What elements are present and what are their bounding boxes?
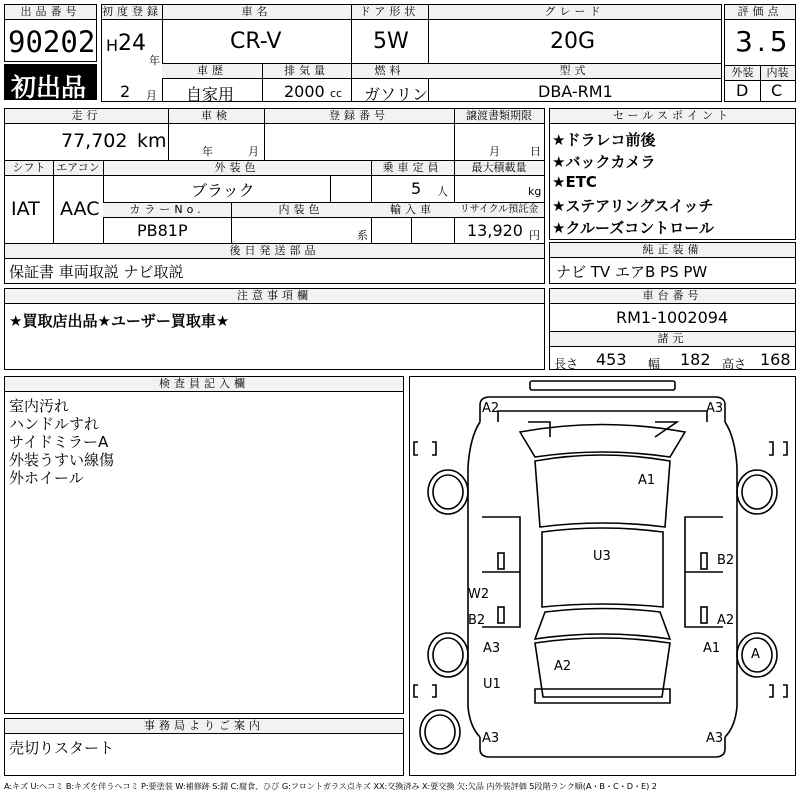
sales-point-item: ★ETC [552, 173, 597, 191]
exterior-grade: D [736, 81, 749, 100]
max-load-unit: kg [528, 185, 542, 198]
transfer-day-unit: 日 [530, 145, 541, 158]
interior-grade: C [771, 81, 783, 100]
damage-mark: U3 [593, 549, 611, 564]
first-listing-text: 初出品 [11, 73, 87, 102]
exterior-label: 外装 [725, 66, 760, 81]
ext-color-label: 外装色 [103, 161, 371, 176]
damage-mark: A3 [706, 731, 724, 746]
inspector-line: ハンドルすれ [9, 415, 100, 433]
model-code-label: 型式 [428, 64, 721, 79]
damage-diagram [409, 376, 796, 776]
damage-mark: U1 [483, 677, 501, 692]
inspector-line: 外ホイール [9, 469, 84, 487]
capacity-label: 乗車定員 [371, 161, 454, 176]
history-label: 車歴 [162, 64, 262, 79]
chassis-label: 車台番号 [550, 289, 795, 304]
car-name-label: 車名 [162, 5, 351, 20]
first-reg-label: 初度登録 [102, 5, 162, 18]
recycle-unit: 円 [529, 229, 540, 242]
year-unit: 年 [149, 54, 160, 67]
office-value: 売切りスタート [9, 739, 115, 757]
damage-mark: A2 [482, 401, 500, 416]
notes-label: 注意事項欄 [5, 289, 544, 304]
sales-point-item: ★バックカメラ [552, 153, 656, 171]
equipment-label: 純正装備 [550, 243, 795, 258]
first-reg-month: 2 [120, 82, 131, 101]
sales-point-item: ★ステアリングスイッチ [552, 197, 714, 215]
score-label: 評価点 [725, 5, 795, 20]
aircon: AAC [60, 198, 100, 220]
office-box [4, 718, 404, 776]
displacement-unit: cc [330, 87, 343, 100]
fuel-label: 燃料 [351, 64, 428, 79]
damage-mark: A2 [717, 613, 735, 628]
shift-label: シフト [5, 161, 53, 176]
first-listing-badge [4, 64, 97, 100]
transfer-label: 譲渡書類期限 [454, 109, 544, 124]
equipment-box [549, 242, 796, 284]
aircon-label: エアコン [53, 161, 103, 176]
sales-points-label: セールスポイント [550, 109, 795, 124]
length: 453 [596, 350, 627, 369]
inspection-month-unit: 月 [248, 145, 259, 158]
displacement: 2000 [284, 82, 325, 101]
ext-color: ブラック [191, 181, 255, 200]
sales-points-box [549, 108, 796, 240]
width: 182 [680, 350, 711, 369]
fuel: ガソリン [364, 85, 429, 104]
color-no: PB81P [137, 221, 188, 240]
color-no-label: カラーNo. [103, 203, 231, 218]
capacity: 5 [411, 179, 422, 198]
int-color-label: 内装色 [231, 203, 371, 218]
lot-number-label: 出品番号 [5, 5, 96, 20]
lot-number: 90202 [8, 25, 96, 59]
score: 3.5 [735, 25, 792, 58]
damage-mark: A1 [703, 641, 721, 656]
inspection-year-unit: 年 [202, 145, 213, 158]
history: 自家用 [186, 85, 235, 104]
mileage-unit: km [137, 130, 167, 152]
model-code: DBA-RM1 [538, 82, 613, 101]
month-unit: 月 [146, 89, 157, 102]
inspection-label: 車検 [168, 109, 264, 124]
vehicle-info-grid [4, 108, 545, 284]
inspector-box [4, 376, 404, 714]
transfer-month-unit: 月 [489, 145, 500, 158]
height: 168 [760, 350, 791, 369]
import-label: 輸入車 [371, 203, 454, 218]
displacement-label: 排気量 [262, 64, 351, 79]
damage-mark: A1 [638, 473, 656, 488]
int-color-unit: 系 [357, 229, 368, 242]
recycle-amount: 13,920 [467, 221, 523, 240]
sales-point-item: ★クルーズコントロール [552, 219, 714, 237]
inspector-label: 検査員記入欄 [5, 377, 403, 392]
max-load-label: 最大積載量 [454, 161, 544, 176]
office-label: 事務局よりご案内 [5, 719, 403, 734]
damage-mark: A3 [706, 401, 724, 416]
damage-mark: B2 [468, 613, 486, 628]
interior-label: 内装 [760, 66, 795, 81]
door-type: 5W [373, 29, 409, 54]
mileage-label: 走行 [5, 109, 168, 124]
era: H [106, 36, 119, 55]
notes-box [4, 288, 545, 370]
capacity-unit: 人 [437, 185, 448, 198]
door-label: ドア形状 [351, 5, 428, 20]
dims-label: 諸元 [550, 332, 795, 347]
legend: A:キズ U:ヘコミ B:キズを伴うヘコミ P:要塗装 W:補修跡 S:錆 C:腐食、ひび G:フロントガラス点キズ XX:交換済み X:要交換 欠:欠品 内外装評価 5段階ランク順(A・B・C・D・E) 2 [4, 781, 657, 791]
inspector-line: 室内汚れ [9, 397, 70, 415]
notes-value: ★買取店出品★ユーザー買取車★ [9, 312, 230, 330]
mileage: 77,702 [61, 130, 128, 152]
car-outline-diagram [410, 377, 795, 775]
damage-mark: A3 [482, 731, 500, 746]
reg-number-label: 登録番号 [264, 109, 454, 124]
later-parts-label: 後日発送部品 [5, 244, 544, 259]
sales-point-item: ★ドラレコ前後 [552, 131, 656, 149]
chassis-box [549, 288, 796, 370]
damage-mark: W2 [468, 587, 490, 602]
damage-mark: A [751, 647, 760, 662]
first-reg-year: 24 [118, 31, 146, 56]
later-parts: 保証書 車両取説 ナビ取説 [9, 263, 184, 281]
score-box [724, 4, 796, 102]
shift: IAT [11, 198, 40, 220]
damage-mark: A3 [483, 641, 501, 656]
width-label: 幅 [648, 357, 661, 371]
lot-number-box [4, 4, 97, 62]
equipment-value: ナビ TV エアB PS PW [556, 263, 708, 281]
inspector-line: 外装うすい線傷 [9, 451, 115, 469]
chassis-number: RM1-1002094 [616, 308, 729, 327]
recycle-label: リサイクル預託金 [454, 203, 544, 218]
header-grid [101, 4, 722, 102]
grade-label: グレード [428, 5, 721, 20]
car-name: CR-V [230, 29, 282, 54]
length-label: 長さ [554, 357, 579, 371]
inspector-line: サイドミラーA [9, 433, 109, 451]
grade: 20G [550, 29, 596, 54]
height-label: 高さ [722, 357, 747, 371]
damage-mark: B2 [717, 553, 735, 568]
damage-mark: A2 [554, 659, 572, 674]
